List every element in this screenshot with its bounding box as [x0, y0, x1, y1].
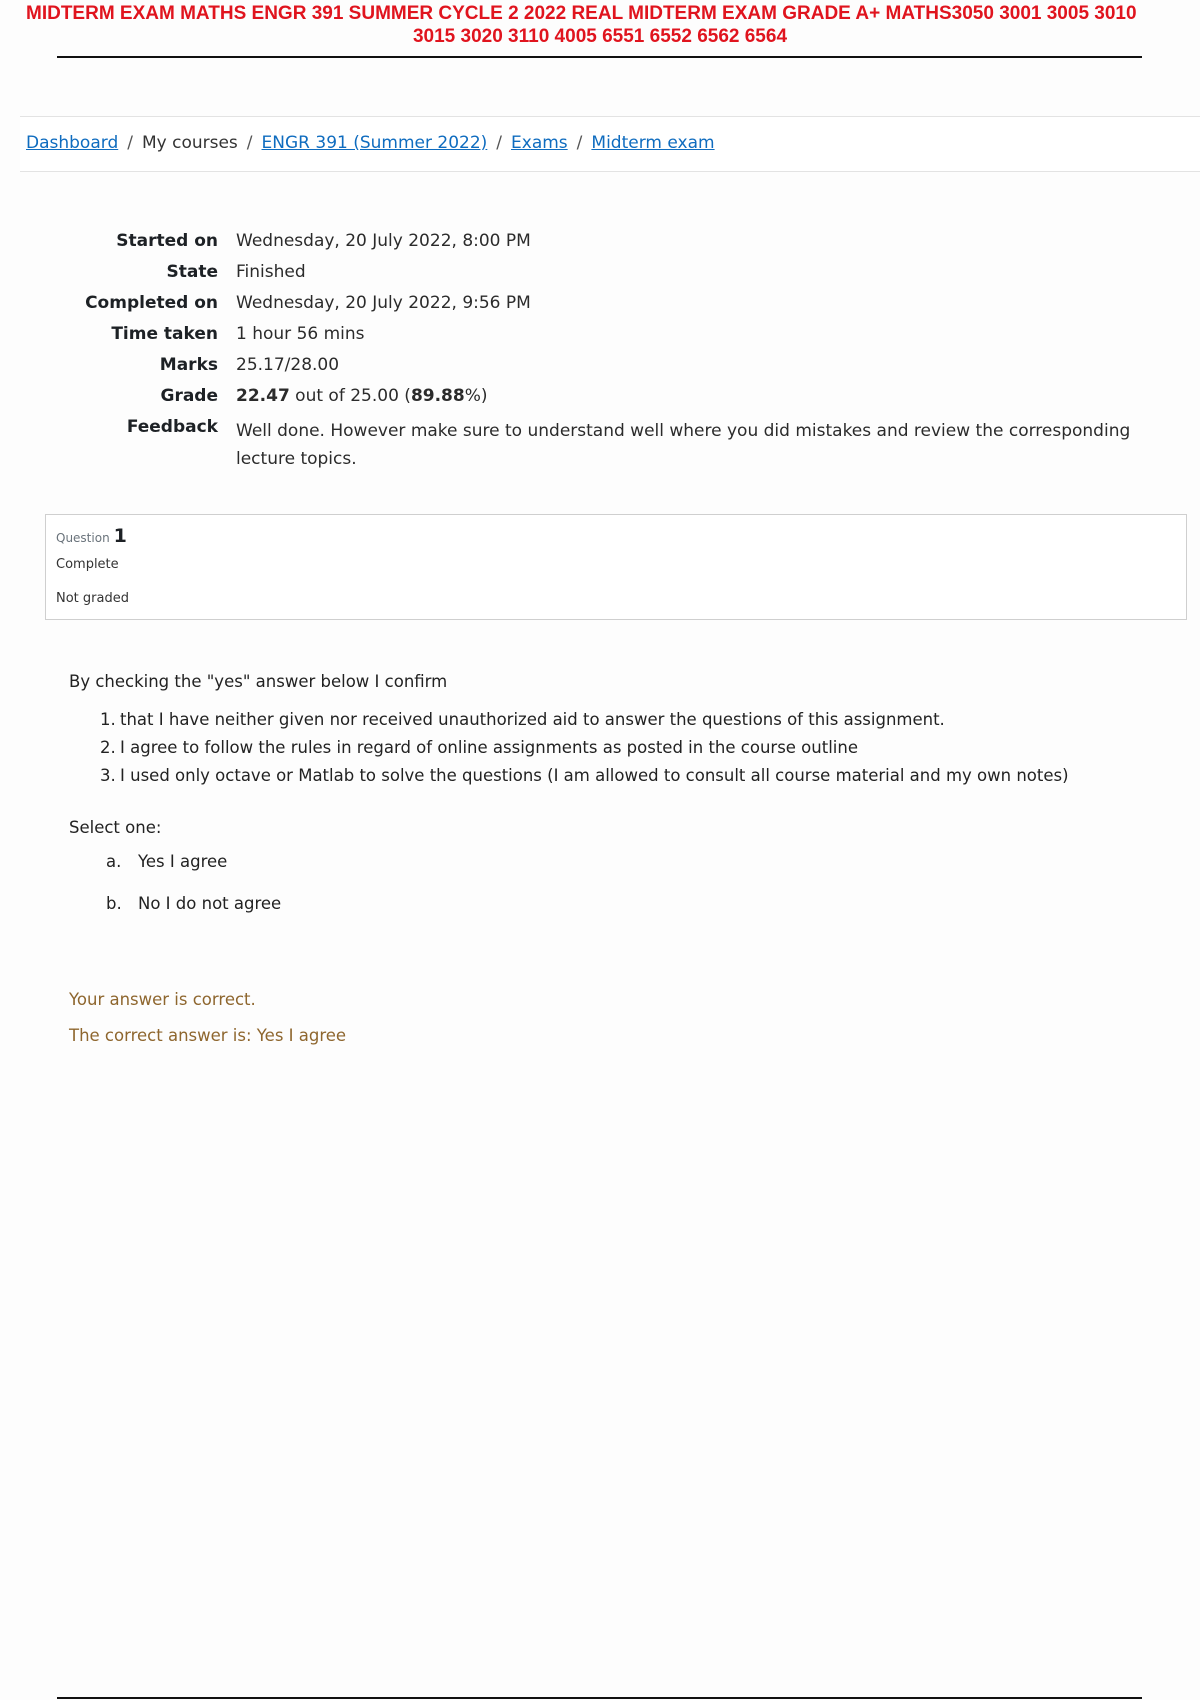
question-grade: Not graded	[56, 591, 129, 606]
document-header	[0, 2, 1200, 48]
breadcrumb-course-link[interactable]: ENGR 391 (Summer 2022)	[261, 133, 488, 153]
summary-row-completed	[30, 288, 1160, 319]
breadcrumb-midterm-link[interactable]: Midterm exam	[591, 133, 715, 153]
time-taken-label: Time taken	[111, 324, 218, 344]
answer-text: No I do not agree	[138, 894, 282, 913]
condition-item	[100, 706, 1069, 734]
summary-row-grade	[30, 381, 1160, 412]
question-info-box	[45, 514, 1187, 620]
started-on-label: Started on	[116, 231, 218, 251]
question-state: Complete	[56, 557, 119, 572]
answer-feedback: Your answer is correct.	[69, 990, 256, 1009]
state-label: State	[166, 262, 218, 282]
answer-letter: a.	[106, 852, 122, 871]
grade-score: 22.47	[236, 386, 290, 406]
answer-option-a[interactable]	[106, 848, 281, 890]
top-rule	[57, 56, 1142, 58]
summary-row-time-taken	[30, 319, 1160, 350]
breadcrumb	[26, 133, 715, 153]
document-header-line-1: MIDTERM EXAM MATHS ENGR 391 SUMMER CYCLE 2 2022 REAL MIDTERM EXAM GRADE A+ MATHS3050 3001 3005 3010	[26, 3, 1137, 24]
started-on-value: Wednesday, 20 July 2022, 8:00 PM	[236, 231, 531, 251]
grade-percent: 89.88	[410, 386, 465, 406]
answer-letter: b.	[106, 894, 122, 913]
question-label: Question	[56, 531, 110, 545]
conditions-list	[100, 706, 1069, 790]
answer-option-b[interactable]	[106, 890, 281, 932]
breadcrumb-separator: /	[496, 133, 503, 153]
correct-answer-text: The correct answer is: Yes I agree	[69, 1026, 347, 1045]
feedback-label: Feedback	[126, 417, 218, 437]
grade-label: Grade	[160, 386, 218, 406]
marks-value: 25.17/28.00	[236, 355, 340, 375]
select-one-prompt: Select one:	[69, 818, 162, 837]
completed-on-label: Completed on	[85, 293, 218, 313]
question-number-value: 1	[113, 525, 127, 547]
marks-label: Marks	[159, 355, 218, 375]
summary-row-marks	[30, 350, 1160, 381]
feedback-value: Well done. However make sure to understand well where you did mistakes and review the corresponding lecture topics.	[236, 421, 1131, 469]
document-header-line-2: 3015 3020 3110 4005 6551 6552 6562 6564	[412, 26, 788, 47]
breadcrumb-exams-link[interactable]: Exams	[511, 133, 568, 153]
breadcrumb-dashboard-link[interactable]: Dashboard	[26, 133, 119, 153]
condition-number: 2.	[100, 738, 116, 757]
breadcrumb-separator: /	[576, 133, 583, 153]
bottom-rule	[57, 1697, 1142, 1699]
breadcrumb-separator: /	[246, 133, 253, 153]
completed-on-value: Wednesday, 20 July 2022, 9:56 PM	[236, 293, 531, 313]
question-number	[56, 525, 127, 547]
condition-item	[100, 762, 1069, 790]
grade-tail: %)	[464, 386, 488, 406]
condition-number: 3.	[100, 766, 116, 785]
summary-row-state	[30, 257, 1160, 288]
question-intro: By checking the "yes" answer below I confirm	[69, 672, 448, 691]
breadcrumb-my-courses: My courses	[141, 133, 238, 153]
answer-text: Yes I agree	[138, 852, 228, 871]
condition-number: 1.	[100, 710, 116, 729]
grade-value	[232, 381, 1160, 412]
breadcrumb-separator: /	[127, 133, 133, 153]
grade-out-of: out of 25.00 (	[289, 386, 411, 406]
breadcrumb-bar	[20, 116, 1200, 172]
condition-text: I agree to follow the rules in regard of online assignments as posted in the course outline	[120, 738, 858, 757]
condition-item	[100, 734, 1069, 762]
time-taken-value: 1 hour 56 mins	[236, 324, 365, 344]
answer-options	[106, 848, 281, 932]
condition-text: I used only octave or Matlab to solve the questions (I am allowed to consult all course material and my own notes)	[120, 766, 1069, 785]
summary-row-feedback	[30, 412, 1160, 478]
condition-text: that I have neither given nor received unauthorized aid to answer the questions of this assignment.	[120, 710, 945, 729]
summary-row-started	[30, 226, 1160, 257]
state-value: Finished	[236, 262, 306, 282]
attempt-summary-table	[30, 226, 1160, 478]
